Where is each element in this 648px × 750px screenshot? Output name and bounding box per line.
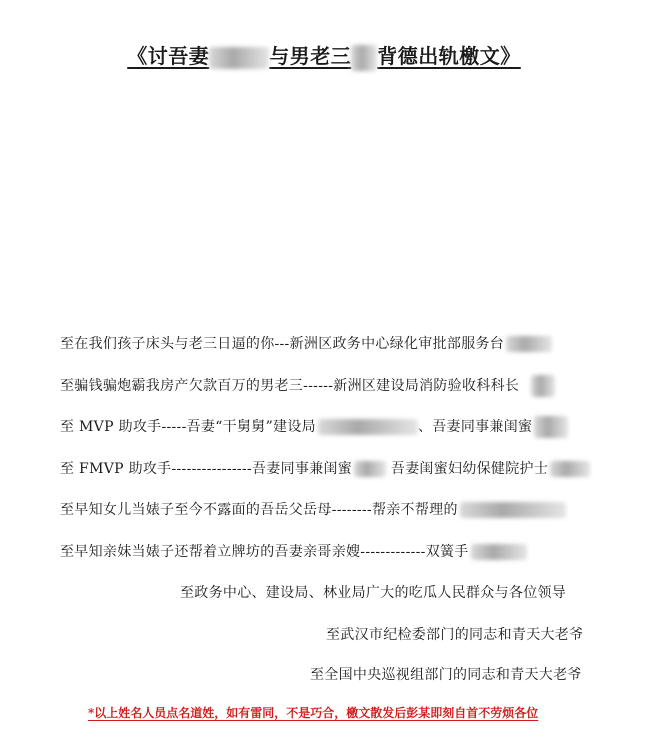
addressee-line-7 bbox=[180, 582, 566, 602]
title-part-2: 与男老三 bbox=[269, 44, 352, 68]
addressee-line-6 bbox=[60, 541, 527, 561]
redacted-name bbox=[531, 375, 555, 397]
addressee-line-3 bbox=[60, 416, 568, 438]
line-text: 、吾妻同事兼闺蜜 bbox=[417, 419, 533, 435]
addressee-line-4 bbox=[60, 458, 590, 478]
line-text: 至骗钱骗炮霸我房产欠款百万的男老三------新洲区建设局消防验收科科长 bbox=[60, 378, 520, 394]
redacted-name bbox=[471, 544, 527, 560]
line-text: 至全国中央巡视组部门的同志和青天大老爷 bbox=[310, 667, 582, 683]
line-text: 至早知亲妹当婊子还帮着立牌坊的吾妻亲哥亲嫂-------------双簧手 bbox=[60, 544, 469, 560]
line-text: 至政务中心、建设局、林业局广大的吃瓜人民群众与各位领导 bbox=[180, 585, 567, 601]
line-text: 至 FMVP 助攻手----------------吾妻同事兼闺蜜 bbox=[60, 461, 353, 477]
title-part-1: 《讨吾妻 bbox=[127, 44, 210, 68]
line-text: 至武汉市纪检委部门的同志和青天大老爷 bbox=[326, 627, 584, 643]
redacted-name bbox=[534, 416, 568, 438]
addressee-line-2 bbox=[60, 375, 555, 397]
addressee-line-1 bbox=[60, 333, 552, 353]
redacted-name bbox=[209, 47, 269, 69]
line-text: 至在我们孩子床头与老三日逼的你---新洲区政务中心绿化审批部服务台 bbox=[60, 336, 505, 352]
redacted-name bbox=[354, 461, 386, 477]
document-title bbox=[0, 40, 648, 71]
redacted-name bbox=[506, 336, 552, 352]
line-text: 至早知女儿当婊子至今不露面的吾岳父岳母--------帮亲不帮理的 bbox=[60, 502, 458, 518]
disclaimer-notice: *以上姓名人员点名道姓，如有雷同，不是巧合，檄文散发后彭某即刻自首不劳烦各位 bbox=[88, 706, 539, 720]
redacted-name bbox=[318, 419, 418, 435]
redacted-name bbox=[460, 502, 566, 518]
line-text: 至 MVP 助攻手-----吾妻“干舅舅”建设局 bbox=[60, 419, 316, 435]
addressee-line-9 bbox=[310, 664, 582, 684]
addressee-line-5 bbox=[60, 499, 566, 519]
redacted-name bbox=[550, 461, 590, 477]
redacted-name bbox=[351, 45, 377, 71]
line-text: 吾妻闺蜜妇幼保健院护士 bbox=[386, 461, 549, 477]
addressee-line-8 bbox=[326, 624, 583, 644]
title-part-3: 背德出轨檄文》 bbox=[377, 44, 521, 68]
